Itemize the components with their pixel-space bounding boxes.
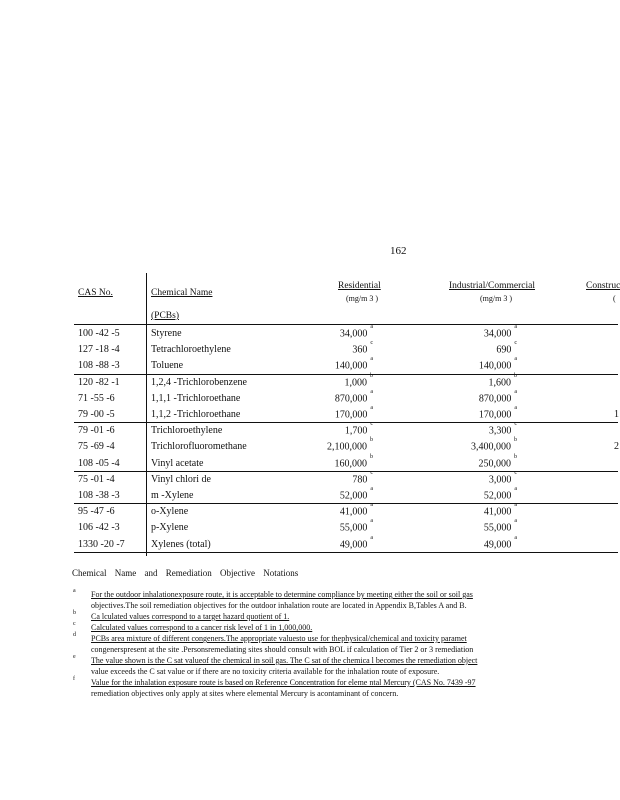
note-mark: d — [73, 632, 76, 638]
note-line-continued: remediation objectives only apply at sites where elemental Mercury is acontaminant of concern. — [91, 689, 399, 698]
residential-value-cell-text: 52,000 — [339, 490, 368, 502]
table-row — [0, 504, 618, 520]
residential-value-cell-note-mark: a — [370, 518, 373, 525]
residential-value-cell-text: 1,000 — [344, 376, 367, 388]
chemical-name-cell-text: p-Xylene — [151, 522, 189, 534]
note-mark: b — [73, 610, 76, 616]
industrial-value-cell-text: 55,000 — [483, 522, 512, 534]
table-row — [0, 520, 618, 536]
residential-value-cell-text: 55,000 — [339, 522, 368, 534]
cas-number-cell — [78, 474, 115, 485]
residential-value-cell-text: 1,700 — [344, 425, 368, 437]
industrial-value-cell-note-mark: b — [514, 437, 517, 444]
chemical-name-cell — [151, 344, 231, 355]
chemical-name-cell-text: Trichloroethylene — [151, 425, 223, 437]
table-row — [0, 488, 618, 504]
cas-number-cell — [78, 490, 120, 501]
header-industrial-unit: (mg/m 3 ) — [480, 294, 512, 303]
industrial-value-cell — [462, 486, 517, 502]
residential-value-cell — [318, 340, 373, 356]
cas-number-cell-text: 75 -69 -4 — [78, 441, 115, 453]
industrial-value-cell-text: 41,000 — [483, 506, 512, 518]
residential-value-cell — [318, 534, 373, 550]
industrial-value-cell-note-mark: a — [514, 518, 517, 525]
industrial-value-cell-text: 170,000 — [478, 409, 512, 421]
cas-number-cell-text: 127 -18 -4 — [78, 344, 120, 356]
cas-number-cell-text: 79 -01 -6 — [78, 425, 115, 437]
residential-value-cell-note-mark: a — [370, 502, 373, 509]
residential-value-cell — [318, 453, 373, 469]
residential-value-cell-text: 360 — [352, 344, 368, 356]
chemical-name-cell — [151, 393, 240, 404]
residential-value-cell-note-mark: a — [370, 486, 373, 492]
industrial-value-cell-note-mark: a — [514, 502, 517, 509]
table-row — [0, 372, 618, 391]
industrial-value-cell — [462, 469, 517, 486]
notes-title: Chemical Name and Remediation Objective Notations — [72, 568, 299, 578]
note-line-continued: congenerspresent at the site .Personsremediating sites should consult with BOL if calculation of Tier 2 or 3 remediation — [91, 645, 474, 654]
residential-value-cell — [318, 437, 373, 453]
industrial-value-cell-note-mark: a — [514, 534, 517, 541]
industrial-value-cell-note-mark: a — [514, 324, 517, 330]
industrial-value-cell — [462, 388, 517, 405]
residential-value-cell — [318, 356, 373, 372]
chemical-name-cell — [151, 360, 183, 371]
chemical-name-cell-text: Trichlorofluoromethane — [151, 441, 247, 453]
industrial-value-cell-note-mark: c — [514, 340, 517, 347]
note-mark: e — [73, 654, 76, 660]
chemical-name-cell — [151, 458, 203, 469]
note-line-continued: objectives.The soil remediation objectives for the outdoor inhalation route are located in Appendix B,Tables A and B. — [91, 601, 467, 610]
industrial-value-cell — [462, 356, 517, 372]
industrial-value-cell-text: 3,400,000 — [471, 441, 511, 453]
note-mark: f — [73, 676, 75, 682]
residential-value-cell-text: 780 — [352, 474, 368, 486]
cas-number-cell — [78, 506, 115, 517]
note-line: For the outdoor inhalationexposure route, it is acceptable to determine compliance by meeting either the soil or soil gas — [91, 590, 473, 599]
residential-value-cell-note-mark: c — [370, 421, 373, 428]
cas-number-cell-text: 75 -01 -4 — [78, 473, 115, 485]
cas-number-cell — [78, 539, 125, 550]
construction-value-cell — [614, 441, 619, 452]
chemical-name-cell — [151, 409, 240, 420]
industrial-value-cell-text: 140,000 — [478, 360, 512, 372]
header-construction-unit: ( — [613, 294, 616, 303]
residential-value-cell — [318, 469, 373, 486]
cas-number-cell — [78, 522, 120, 533]
chemical-name-cell-text: 1,1,2 -Trichloroethane — [151, 409, 241, 420]
residential-value-cell-note-mark: c — [370, 469, 373, 476]
cas-number-cell-text: 79 -00 -5 — [78, 409, 115, 420]
header-cas-no: CAS No. — [78, 288, 113, 298]
industrial-value-cell-note-mark: a — [514, 388, 517, 395]
residential-value-cell-note-mark: a — [370, 356, 373, 363]
note-line-continued: value exceeds the C sat value or if there are no toxicity criteria available for the inhalation route of exposure. — [91, 667, 440, 676]
construction-value-cell-text: 1 — [614, 409, 619, 420]
chemical-name-cell — [151, 328, 182, 339]
industrial-value-cell — [462, 405, 517, 421]
header-residential-unit: (mg/m 3 ) — [346, 294, 378, 303]
chemical-name-cell-text: Vinyl acetate — [151, 457, 204, 469]
cas-number-cell-text: 71 -55 -6 — [78, 392, 115, 404]
chemical-name-cell — [151, 539, 211, 550]
industrial-value-cell — [462, 437, 517, 453]
chemical-name-cell — [151, 441, 247, 452]
industrial-value-cell-text: 34,000 — [483, 328, 512, 340]
table-row — [0, 407, 618, 423]
chemical-name-cell-text: 1,2,4 -Trichlorobenzene — [151, 376, 247, 388]
chemical-name-cell-text: m -Xylene — [151, 490, 194, 501]
industrial-value-cell-note-mark: c — [514, 421, 517, 428]
header-industrial: Industrial/Commercial — [449, 281, 536, 291]
residential-value-cell — [318, 324, 373, 340]
note-line: PCBs area mixture of different congeners.The appropriate valuesto use for thephysical/chemical and toxicity paramet — [91, 634, 467, 643]
chemical-name-cell-text: Tetrachloroethylene — [151, 344, 231, 356]
chemical-name-cell-text: o-Xylene — [151, 506, 189, 518]
table-row — [0, 453, 618, 472]
construction-value-cell — [614, 409, 619, 420]
cas-number-cell-text: 106 -42 -3 — [78, 522, 120, 534]
table-row — [0, 439, 618, 455]
residential-value-cell-text: 41,000 — [339, 506, 368, 518]
header-chemical-name: Chemical Name — [151, 288, 213, 298]
table-row — [0, 423, 618, 439]
table-row — [0, 358, 618, 374]
residential-value-cell-note-mark: a — [370, 534, 373, 541]
residential-value-cell-note-mark: a — [370, 324, 373, 330]
chemical-name-cell — [151, 522, 188, 533]
industrial-value-cell-text: 1,600 — [488, 376, 511, 388]
industrial-value-cell-note-mark: a — [514, 486, 517, 492]
industrial-value-cell-text: 52,000 — [483, 490, 512, 502]
chemical-name-cell — [151, 377, 247, 388]
note-line: Calculated values correspond to a cancer risk level of 1 in 1,000,000. — [91, 623, 313, 632]
chemical-name-cell-text: 1,1,1 -Trichloroethane — [151, 392, 241, 404]
industrial-value-cell — [462, 534, 517, 550]
industrial-value-cell-text: 870,000 — [478, 393, 512, 405]
industrial-value-cell-note-mark: b — [514, 453, 517, 460]
industrial-value-cell-text: 250,000 — [478, 457, 511, 469]
residential-value-cell-text: 49,000 — [339, 538, 368, 550]
chemical-name-cell-text: Toluene — [151, 360, 184, 372]
cas-number-cell-text: 120 -82 -1 — [78, 376, 120, 388]
industrial-value-cell — [462, 502, 517, 518]
residential-value-cell-text: 170,000 — [334, 409, 368, 421]
residential-value-cell-text: 140,000 — [334, 360, 368, 372]
residential-value-cell-note-mark: b — [370, 372, 373, 379]
cas-number-cell — [78, 328, 120, 339]
industrial-value-cell-text: 3,000 — [488, 474, 512, 486]
residential-value-cell-note-mark: a — [370, 405, 373, 411]
construction-value-cell-text: 2 — [614, 441, 619, 453]
residential-value-cell — [318, 405, 373, 421]
industrial-value-cell — [462, 453, 517, 469]
page-number: 162 — [390, 245, 407, 257]
industrial-value-cell-note-mark: a — [514, 405, 517, 411]
industrial-value-cell-text: 3,300 — [488, 425, 512, 437]
cas-number-cell — [78, 425, 115, 436]
residential-value-cell-text: 34,000 — [339, 328, 368, 340]
note-line: Ca lculated values correspond to a target hazard quotient of 1. — [91, 612, 290, 621]
cas-number-cell-text: 95 -47 -6 — [78, 506, 115, 518]
note-mark: c — [73, 621, 76, 627]
industrial-value-cell-note-mark: c — [514, 469, 517, 476]
cas-number-cell-text: 1330 -20 -7 — [78, 538, 125, 550]
residential-value-cell-text: 160,000 — [334, 457, 367, 469]
cas-number-cell — [78, 344, 120, 355]
residential-value-cell-note-mark: c — [370, 340, 373, 347]
industrial-value-cell-note-mark: a — [514, 356, 517, 363]
chemical-name-cell-text: Styrene — [151, 328, 182, 339]
chemical-name-cell — [151, 490, 194, 501]
table-row — [0, 534, 618, 553]
header-residential: Residential — [338, 281, 381, 291]
cas-number-cell-text: 108 -38 -3 — [78, 490, 120, 501]
table-row — [0, 388, 618, 407]
cas-number-cell — [78, 441, 115, 452]
table-row — [0, 342, 618, 358]
industrial-value-cell — [462, 421, 517, 437]
industrial-value-cell — [462, 372, 517, 388]
cas-number-cell-text: 100 -42 -5 — [78, 328, 120, 339]
industrial-value-cell-text: 690 — [496, 344, 512, 356]
row-separator — [74, 552, 618, 553]
industrial-value-cell — [462, 518, 517, 534]
note-line: Value for the inhalation exposure route is based on Reference Concentration for eleme ntal Mercury (CAS No. 7439 -97 — [91, 678, 476, 687]
table-row — [0, 326, 618, 342]
residential-value-cell-note-mark: b — [370, 437, 373, 444]
cas-number-cell — [78, 360, 120, 371]
residential-value-cell-text: 870,000 — [334, 393, 368, 405]
cas-number-cell — [78, 393, 115, 404]
chemical-name-cell — [151, 425, 222, 436]
industrial-value-cell — [462, 340, 517, 356]
chemical-name-cell-text: Vinyl chlori de — [151, 473, 211, 485]
cas-number-cell — [78, 458, 120, 469]
note-line: The value shown is the C sat valueof the chemical in soil gas. The C sat of the chemica l becomes the remediation object — [91, 656, 478, 665]
table-rule — [74, 324, 618, 325]
residential-value-cell — [318, 372, 373, 388]
residential-value-cell-note-mark: b — [370, 453, 373, 460]
cas-number-cell — [78, 409, 115, 420]
header-pcbs: (PCBs) — [151, 311, 179, 321]
cas-number-cell-text: 108 -88 -3 — [78, 360, 120, 372]
chemical-name-cell-text: Xylenes (total) — [151, 538, 211, 550]
chemical-name-cell — [151, 474, 211, 485]
industrial-value-cell-note-mark: b — [514, 372, 517, 379]
chemical-name-cell — [151, 506, 188, 517]
note-mark: a — [73, 588, 76, 594]
residential-value-cell — [318, 502, 373, 518]
industrial-value-cell — [462, 324, 517, 340]
residential-value-cell — [318, 486, 373, 502]
cas-number-cell-text: 108 -05 -4 — [78, 457, 120, 469]
residential-value-cell — [318, 388, 373, 405]
residential-value-cell-note-mark: a — [370, 388, 373, 395]
residential-value-cell — [318, 421, 373, 437]
header-construction: Construc — [586, 281, 620, 291]
cas-number-cell — [78, 377, 120, 388]
residential-value-cell-text: 2,100,000 — [327, 441, 367, 453]
table-row — [0, 469, 618, 488]
industrial-value-cell-text: 49,000 — [483, 538, 512, 550]
residential-value-cell — [318, 518, 373, 534]
